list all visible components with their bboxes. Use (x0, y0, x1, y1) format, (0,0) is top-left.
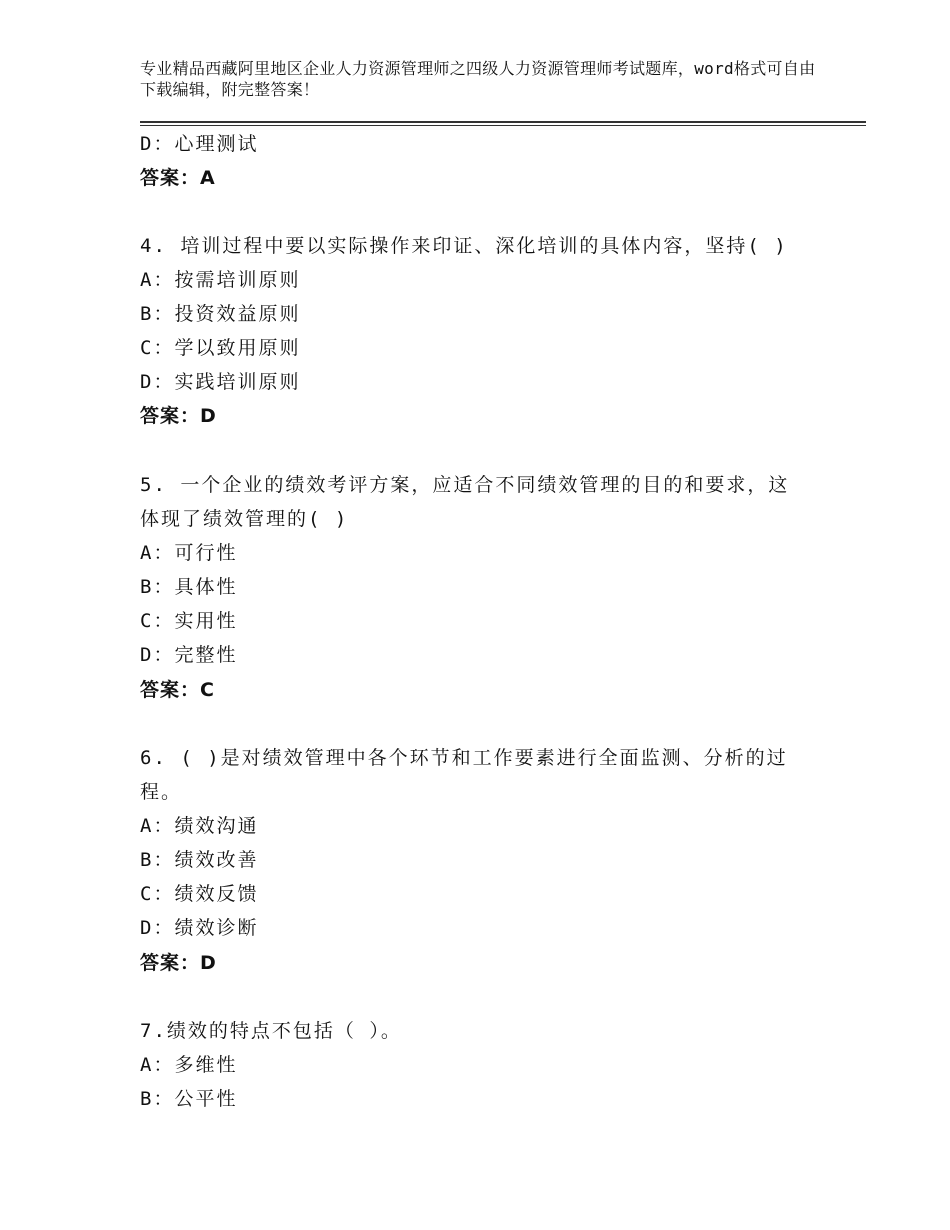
q6-answer: 答案：D (140, 952, 217, 974)
q5-stem-line2: 体现了绩效管理的( ) (140, 508, 349, 530)
q4-option-c: C：学以致用原则 (140, 337, 301, 359)
q5-answer: 答案：C (140, 679, 215, 701)
q5-option-c: C：实用性 (140, 610, 238, 632)
q6-stem-line2: 程。 (140, 781, 183, 803)
q4-option-b: B：投资效益原则 (140, 303, 301, 325)
header-divider-thin (140, 125, 866, 126)
q3-answer: 答案：A (140, 167, 216, 189)
q4-stem: 4. 培训过程中要以实际操作来印证、深化培训的具体内容，坚持( ) (140, 235, 788, 257)
q6-option-d: D：绩效诊断 (140, 917, 259, 939)
document-header: 专业精品西藏阿里地区企业人力资源管理师之四级人力资源管理师考试题库，word格式可自由下载编辑，附完整答案！ (140, 59, 816, 99)
header-divider (140, 121, 866, 123)
q6-option-b: B：绩效改善 (140, 849, 259, 871)
q6-option-a: A：绩效沟通 (140, 815, 259, 837)
q6-option-c: C：绩效反馈 (140, 883, 259, 905)
q6-stem-line1: 6. ( )是对绩效管理中各个环节和工作要素进行全面监测、分析的过 (140, 747, 788, 769)
q7-option-a: A：多维性 (140, 1054, 238, 1076)
q5-option-d: D：完整性 (140, 644, 238, 666)
q3-option-d: D：心理测试 (140, 133, 259, 155)
q4-option-a: A：按需培训原则 (140, 269, 301, 291)
q4-option-d: D：实践培训原则 (140, 371, 301, 393)
q4-answer: 答案：D (140, 405, 217, 427)
q5-option-b: B：具体性 (140, 576, 238, 598)
q7-stem: 7.绩效的特点不包括（ ）。 (140, 1020, 402, 1042)
q7-option-b: B：公平性 (140, 1088, 238, 1110)
q5-option-a: A：可行性 (140, 542, 238, 564)
q5-stem-line1: 5. 一个企业的绩效考评方案，应适合不同绩效管理的目的和要求，这 (140, 474, 790, 496)
